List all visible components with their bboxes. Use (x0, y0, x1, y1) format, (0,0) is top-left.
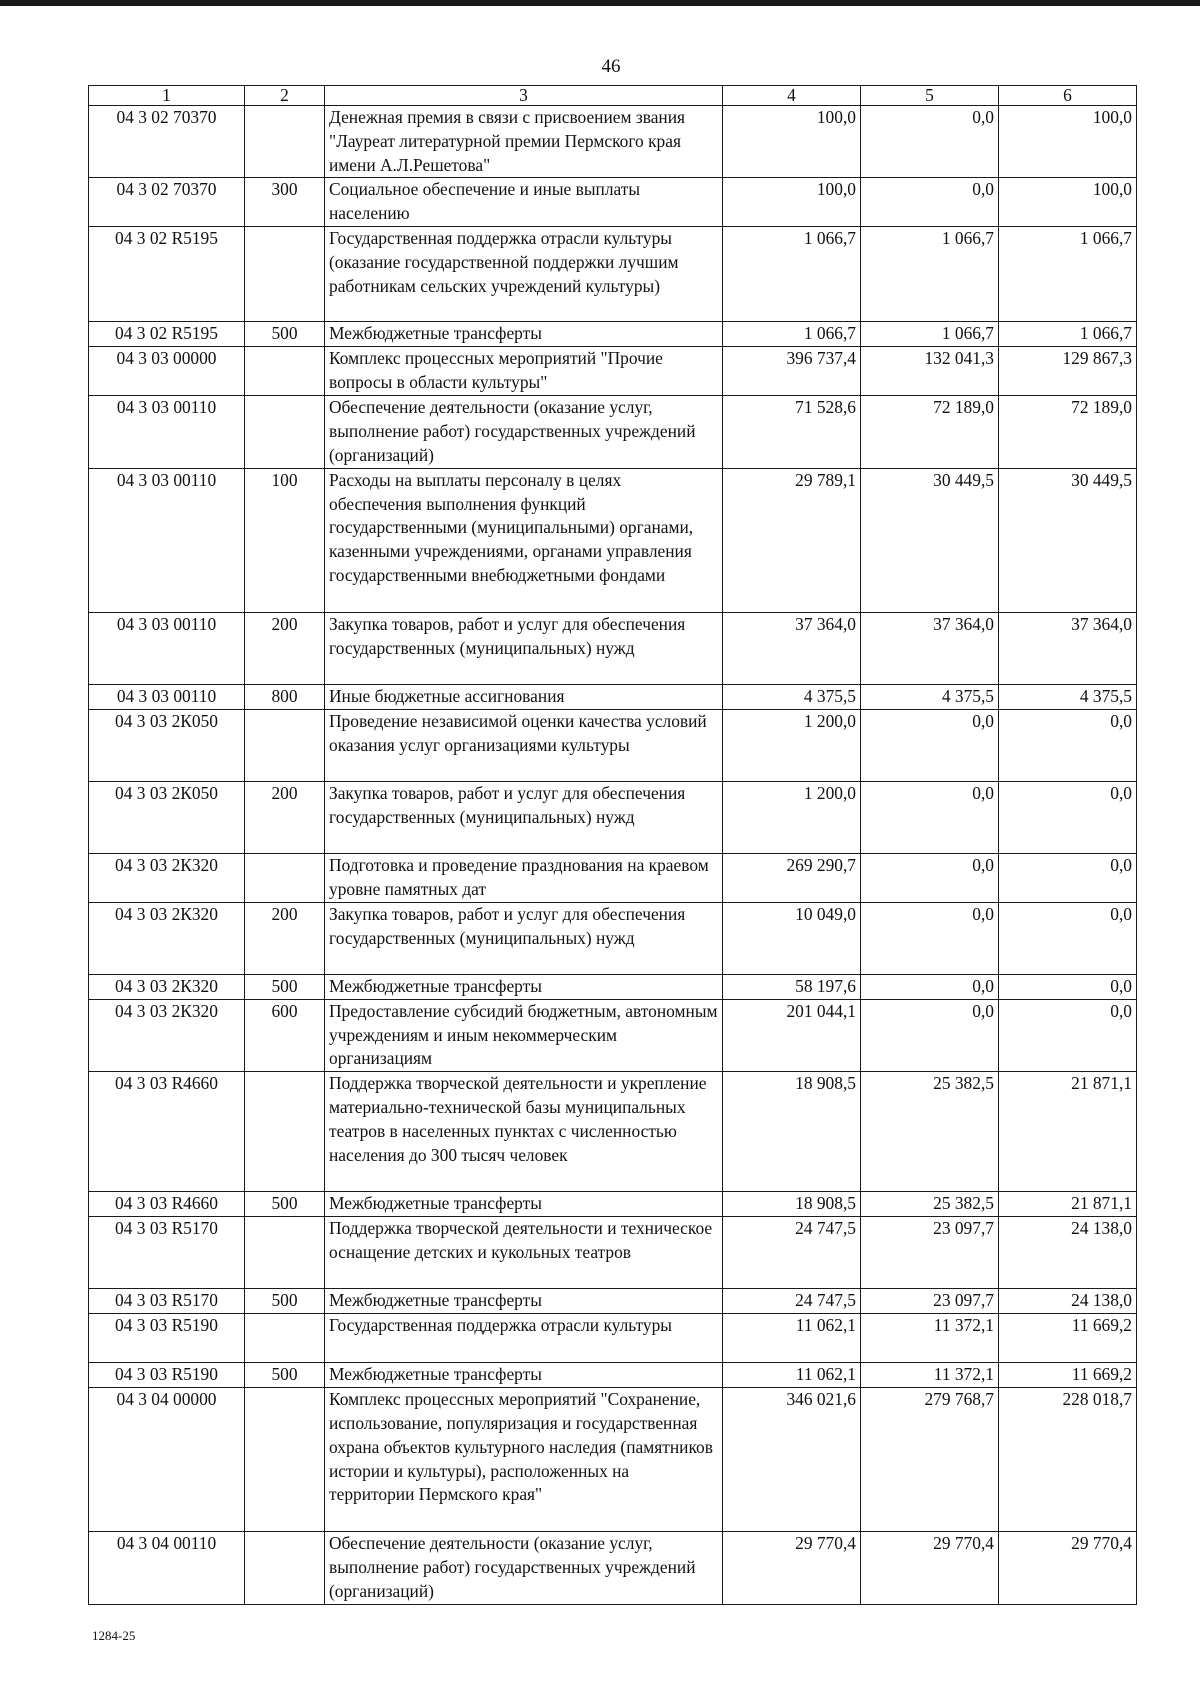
amount-col4-cell: 29 770,4 (723, 1532, 861, 1604)
item-name-cell: Расходы на выплаты персоналу в целях обеспечения выполнения функций государственными (муниципальными) органами, казенными учреждениями, органами управления государственными внебюджетными фондами (325, 468, 723, 612)
amount-col6-cell: 30 449,5 (999, 468, 1137, 612)
target-code-cell: 04 3 03 00000 (89, 347, 245, 396)
target-code-cell: 04 3 02 70370 (89, 106, 245, 178)
item-name-cell: Комплекс процессных мероприятий "Сохранение, использование, популяризация и государственная охрана объектов культурного наследия (памятников истории и культуры), расположенных на территории Пермского края" (325, 1388, 723, 1532)
item-name-cell: Поддержка творческой деятельности и укрепление материально-технической базы муниципальных театров в населенных пунктах с численностью населения до 300 тысяч человек (325, 1072, 723, 1192)
item-name-cell: Межбюджетные трансферты (325, 1192, 723, 1217)
document-footer-code: 1284-25 (92, 1628, 136, 1643)
table-row (89, 1289, 1137, 1314)
header-cell: 5 (861, 86, 999, 106)
header-cell: 6 (999, 86, 1137, 106)
amount-col6-cell: 24 138,0 (999, 1289, 1137, 1314)
amount-col6-cell: 72 189,0 (999, 396, 1137, 468)
item-name-cell: Закупка товаров, работ и услуг для обеспечения государственных (муниципальных) нужд (325, 612, 723, 684)
amount-col4-cell: 1 066,7 (723, 227, 861, 322)
expense-type-cell (245, 1388, 325, 1532)
expense-type-cell: 600 (245, 999, 325, 1071)
amount-col5-cell: 0,0 (861, 902, 999, 974)
table-row (89, 684, 1137, 709)
table-row (89, 1192, 1137, 1217)
target-code-cell: 04 3 03 R5170 (89, 1217, 245, 1289)
amount-col5-cell: 0,0 (861, 974, 999, 999)
expense-type-cell (245, 1532, 325, 1604)
target-code-cell: 04 3 04 00110 (89, 1532, 245, 1604)
amount-col4-cell: 346 021,6 (723, 1388, 861, 1532)
target-code-cell: 04 3 03 00110 (89, 396, 245, 468)
header-row (89, 86, 1137, 106)
target-code-cell: 04 3 03 R5190 (89, 1314, 245, 1363)
amount-col5-cell: 30 449,5 (861, 468, 999, 612)
amount-col6-cell: 0,0 (999, 853, 1137, 902)
target-code-cell: 04 3 03 2К050 (89, 781, 245, 853)
item-name-cell: Социальное обеспечение и иные выплаты населению (325, 178, 723, 227)
item-name-cell: Государственная поддержка отрасли культуры (оказание государственной поддержки лучшим работникам сельских учреждений культуры) (325, 227, 723, 322)
amount-col4-cell: 1 200,0 (723, 781, 861, 853)
amount-col5-cell: 0,0 (861, 178, 999, 227)
amount-col6-cell: 0,0 (999, 902, 1137, 974)
table-row (89, 106, 1137, 178)
amount-col6-cell: 11 669,2 (999, 1363, 1137, 1388)
item-name-cell: Закупка товаров, работ и услуг для обеспечения государственных (муниципальных) нужд (325, 902, 723, 974)
amount-col6-cell: 100,0 (999, 178, 1137, 227)
amount-col6-cell: 21 871,1 (999, 1192, 1137, 1217)
amount-col5-cell: 132 041,3 (861, 347, 999, 396)
item-name-cell: Поддержка творческой деятельности и техническое оснащение детских и кукольных театров (325, 1217, 723, 1289)
amount-col5-cell: 23 097,7 (861, 1217, 999, 1289)
amount-col4-cell: 1 200,0 (723, 709, 861, 781)
amount-col6-cell: 29 770,4 (999, 1532, 1137, 1604)
target-code-cell: 04 3 03 2К320 (89, 853, 245, 902)
target-code-cell: 04 3 04 00000 (89, 1388, 245, 1532)
amount-col4-cell: 71 528,6 (723, 396, 861, 468)
amount-col4-cell: 10 049,0 (723, 902, 861, 974)
target-code-cell: 04 3 03 R4660 (89, 1072, 245, 1192)
expense-type-cell (245, 227, 325, 322)
table-row (89, 1314, 1137, 1363)
table-row (89, 709, 1137, 781)
amount-col4-cell: 37 364,0 (723, 612, 861, 684)
item-name-cell: Межбюджетные трансферты (325, 974, 723, 999)
table-row (89, 781, 1137, 853)
amount-col6-cell: 228 018,7 (999, 1388, 1137, 1532)
expense-type-cell: 500 (245, 1192, 325, 1217)
expense-type-cell: 200 (245, 902, 325, 974)
budget-table (88, 85, 1137, 1605)
amount-col5-cell: 0,0 (861, 781, 999, 853)
table-row (89, 1388, 1137, 1532)
item-name-cell: Проведение независимой оценки качества условий оказания услуг организациями культуры (325, 709, 723, 781)
amount-col6-cell: 0,0 (999, 781, 1137, 853)
expense-type-cell: 500 (245, 1289, 325, 1314)
amount-col6-cell: 24 138,0 (999, 1217, 1137, 1289)
table-row (89, 396, 1137, 468)
amount-col5-cell: 0,0 (861, 106, 999, 178)
amount-col4-cell: 201 044,1 (723, 999, 861, 1071)
amount-col4-cell: 269 290,7 (723, 853, 861, 902)
item-name-cell: Закупка товаров, работ и услуг для обеспечения государственных (муниципальных) нужд (325, 781, 723, 853)
expense-type-cell: 800 (245, 684, 325, 709)
table-row (89, 853, 1137, 902)
amount-col6-cell: 21 871,1 (999, 1072, 1137, 1192)
amount-col6-cell: 0,0 (999, 999, 1137, 1071)
item-name-cell: Подготовка и проведение празднования на краевом уровне памятных дат (325, 853, 723, 902)
amount-col4-cell: 58 197,6 (723, 974, 861, 999)
table-row (89, 974, 1137, 999)
target-code-cell: 04 3 03 2К320 (89, 999, 245, 1071)
page-number: 46 (601, 56, 621, 77)
amount-col4-cell: 396 737,4 (723, 347, 861, 396)
table-row (89, 468, 1137, 612)
amount-col5-cell: 4 375,5 (861, 684, 999, 709)
amount-col4-cell: 29 789,1 (723, 468, 861, 612)
expense-type-cell (245, 709, 325, 781)
target-code-cell: 04 3 03 2К050 (89, 709, 245, 781)
header-cell: 2 (245, 86, 325, 106)
amount-col5-cell: 1 066,7 (861, 322, 999, 347)
item-name-cell: Государственная поддержка отрасли культуры (325, 1314, 723, 1363)
target-code-cell: 04 3 03 R4660 (89, 1192, 245, 1217)
amount-col5-cell: 72 189,0 (861, 396, 999, 468)
item-name-cell: Межбюджетные трансферты (325, 322, 723, 347)
target-code-cell: 04 3 03 00110 (89, 468, 245, 612)
target-code-cell: 04 3 03 R5170 (89, 1289, 245, 1314)
target-code-cell: 04 3 02 R5195 (89, 227, 245, 322)
amount-col5-cell: 0,0 (861, 999, 999, 1071)
amount-col4-cell: 1 066,7 (723, 322, 861, 347)
top-scan-border (0, 0, 1200, 6)
expense-type-cell: 300 (245, 178, 325, 227)
amount-col4-cell: 11 062,1 (723, 1314, 861, 1363)
expense-type-cell (245, 106, 325, 178)
amount-col4-cell: 4 375,5 (723, 684, 861, 709)
target-code-cell: 04 3 02 70370 (89, 178, 245, 227)
item-name-cell: Обеспечение деятельности (оказание услуг, выполнение работ) государственных учреждений (организаций) (325, 396, 723, 468)
amount-col6-cell: 11 669,2 (999, 1314, 1137, 1363)
amount-col5-cell: 29 770,4 (861, 1532, 999, 1604)
amount-col4-cell: 100,0 (723, 106, 861, 178)
table-row (89, 902, 1137, 974)
expense-type-cell: 200 (245, 612, 325, 684)
item-name-cell: Предоставление субсидий бюджетным, автономным учреждениям и иным некоммерческим организациям (325, 999, 723, 1071)
header-cell: 3 (325, 86, 723, 106)
item-name-cell: Межбюджетные трансферты (325, 1363, 723, 1388)
table-row (89, 347, 1137, 396)
table-row (89, 227, 1137, 322)
amount-col5-cell: 25 382,5 (861, 1192, 999, 1217)
amount-col5-cell: 23 097,7 (861, 1289, 999, 1314)
item-name-cell: Обеспечение деятельности (оказание услуг, выполнение работ) государственных учреждений (организаций) (325, 1532, 723, 1604)
amount-col5-cell: 11 372,1 (861, 1363, 999, 1388)
expense-type-cell: 500 (245, 974, 325, 999)
expense-type-cell: 500 (245, 322, 325, 347)
amount-col5-cell: 1 066,7 (861, 227, 999, 322)
table-row (89, 1217, 1137, 1289)
table-row (89, 1363, 1137, 1388)
amount-col4-cell: 24 747,5 (723, 1289, 861, 1314)
amount-col6-cell: 129 867,3 (999, 347, 1137, 396)
table-row (89, 1072, 1137, 1192)
amount-col6-cell: 0,0 (999, 974, 1137, 999)
amount-col6-cell: 4 375,5 (999, 684, 1137, 709)
target-code-cell: 04 3 03 2К320 (89, 974, 245, 999)
expense-type-cell (245, 347, 325, 396)
expense-type-cell (245, 1072, 325, 1192)
header-cell: 1 (89, 86, 245, 106)
expense-type-cell: 200 (245, 781, 325, 853)
amount-col4-cell: 24 747,5 (723, 1217, 861, 1289)
item-name-cell: Денежная премия в связи с присвоением звания "Лауреат литературной премии Пермского края имени А.Л.Решетова" (325, 106, 723, 178)
table-row (89, 178, 1137, 227)
item-name-cell: Иные бюджетные ассигнования (325, 684, 723, 709)
target-code-cell: 04 3 03 00110 (89, 612, 245, 684)
amount-col5-cell: 279 768,7 (861, 1388, 999, 1532)
amount-col4-cell: 18 908,5 (723, 1192, 861, 1217)
amount-col6-cell: 37 364,0 (999, 612, 1137, 684)
expense-type-cell (245, 853, 325, 902)
target-code-cell: 04 3 03 2К320 (89, 902, 245, 974)
table-row (89, 322, 1137, 347)
amount-col4-cell: 11 062,1 (723, 1363, 861, 1388)
table-row (89, 612, 1137, 684)
expense-type-cell: 100 (245, 468, 325, 612)
amount-col4-cell: 18 908,5 (723, 1072, 861, 1192)
amount-col6-cell: 100,0 (999, 106, 1137, 178)
item-name-cell: Комплекс процессных мероприятий "Прочие вопросы в области культуры" (325, 347, 723, 396)
item-name-cell: Межбюджетные трансферты (325, 1289, 723, 1314)
target-code-cell: 04 3 03 R5190 (89, 1363, 245, 1388)
target-code-cell: 04 3 03 00110 (89, 684, 245, 709)
target-code-cell: 04 3 02 R5195 (89, 322, 245, 347)
amount-col6-cell: 0,0 (999, 709, 1137, 781)
header-cell: 4 (723, 86, 861, 106)
amount-col4-cell: 100,0 (723, 178, 861, 227)
amount-col6-cell: 1 066,7 (999, 227, 1137, 322)
amount-col5-cell: 0,0 (861, 709, 999, 781)
expense-type-cell: 500 (245, 1363, 325, 1388)
expense-type-cell (245, 1314, 325, 1363)
table-row (89, 1532, 1137, 1604)
amount-col5-cell: 37 364,0 (861, 612, 999, 684)
amount-col5-cell: 11 372,1 (861, 1314, 999, 1363)
amount-col6-cell: 1 066,7 (999, 322, 1137, 347)
expense-type-cell (245, 1217, 325, 1289)
amount-col5-cell: 25 382,5 (861, 1072, 999, 1192)
amount-col5-cell: 0,0 (861, 853, 999, 902)
expense-type-cell (245, 396, 325, 468)
table-row (89, 999, 1137, 1071)
